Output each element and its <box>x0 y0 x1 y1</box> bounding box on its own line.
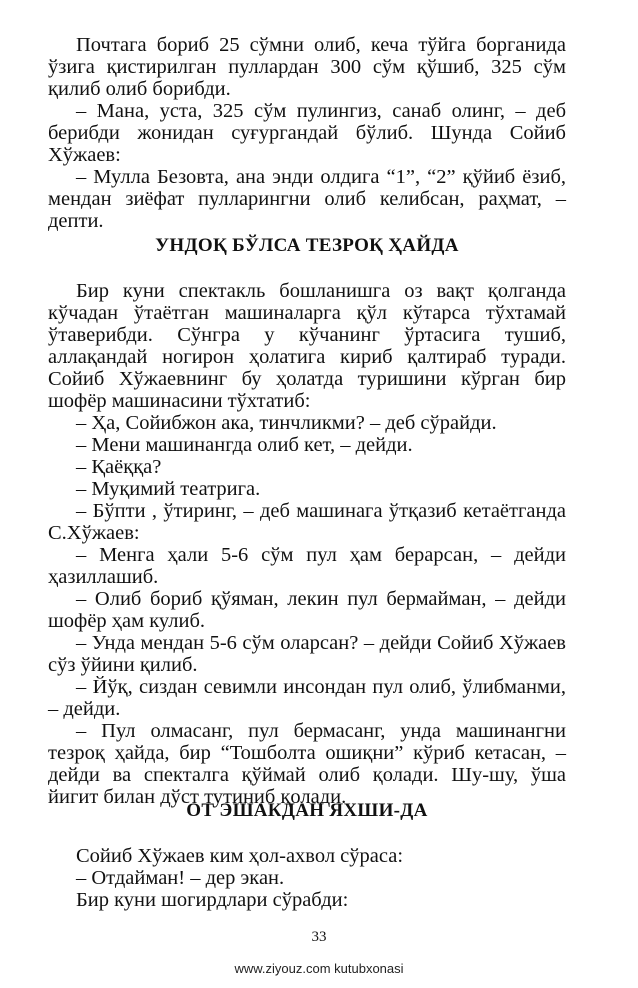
paragraph: – Бўпти , ўтиринг, – деб машинага ўтқазиб кетаётганда С.Хўжаев: <box>48 500 566 544</box>
paragraph: – Муқимий театрига. <box>76 478 261 500</box>
paragraph: – Пул олмасанг, пул бермасанг, унда машинангни тезроқ ҳайда, бир “Тошболта ошиқни” кўриб кетасан, – дейди ва спекталга қўймай олиб қолади. Шу-шу, ўша йигит билан дўст тутиниб қолади. <box>48 720 566 808</box>
footer-watermark: www.ziyouz.com kutubxonasi <box>234 961 404 976</box>
paragraph: – Менга ҳали 5-6 сўм пул ҳам берарсан, – дейди ҳазиллашиб. <box>48 544 566 588</box>
section-heading: УНДОҚ БЎЛСА ТЕЗРОҚ ҲАЙДА <box>155 235 459 256</box>
section-heading: ОТ ЭШАКДАН ЯХШИ-ДА <box>186 800 428 821</box>
paragraph: – Қаёққа? <box>76 456 162 478</box>
paragraph: Почтага бориб 25 сўмни олиб, кеча тўйга борганида ўзига қистирилган пуллардан 300 сўм қўшиб, 325 сўм қилиб олиб борибди. <box>48 34 566 100</box>
section-1 <box>48 34 566 232</box>
paragraph: – Мулла Безовта, ана энди олдига “1”, “2” қўйиб ёзиб, мендан зиёфат пулларингни олиб келибсан, раҳмат, – депти. <box>48 166 566 232</box>
paragraph: – Олиб бориб қўяман, лекин пул бермайман, – дейди шофёр ҳам кулиб. <box>48 588 566 632</box>
page-number: 33 <box>311 929 327 945</box>
paragraph: Бир куни спектакль бошланишга оз вақт қолганда кўчадан ўтаётган машиналарга қўл кўтарса тўхтамай ўтаверибди. Сўнгра у кўчанинг ўртасига тушиб, аллақандай ногирон ҳолатига кириб қалтираб туради. Сойиб Хўжаевнинг бу ҳолатда туришини кўрган бир шофёр машинасини тўхтатиб: <box>48 280 566 412</box>
paragraph: – Мени машинангда олиб кет, – дейди. <box>76 434 413 456</box>
paragraph: – Мана, уста, 325 сўм пулингиз, санаб олинг, – деб берибди жонидан суғургандай бўлиб. Шунда Сойиб Хўжаев: <box>48 100 566 166</box>
paragraph: Бир куни шогирдлари сўрабди: <box>76 889 349 911</box>
paragraph: – Йўқ, сиздан севимли инсондан пул олиб, ўлибманми, – дейди. <box>48 676 566 720</box>
section-2 <box>48 280 566 808</box>
paragraph: – Ҳа, Сойибжон ака, тинчликми? – деб сўрайди. <box>76 412 497 434</box>
paragraph: Сойиб Хўжаев ким ҳол-ахвол сўраса: <box>76 845 404 867</box>
paragraph: – Отдайман! – дер экан. <box>76 867 285 889</box>
paragraph: – Унда мендан 5-6 сўм оларсан? – дейди Сойиб Хўжаев сўз ўйини қилиб. <box>48 632 566 676</box>
section-3 <box>48 845 566 911</box>
